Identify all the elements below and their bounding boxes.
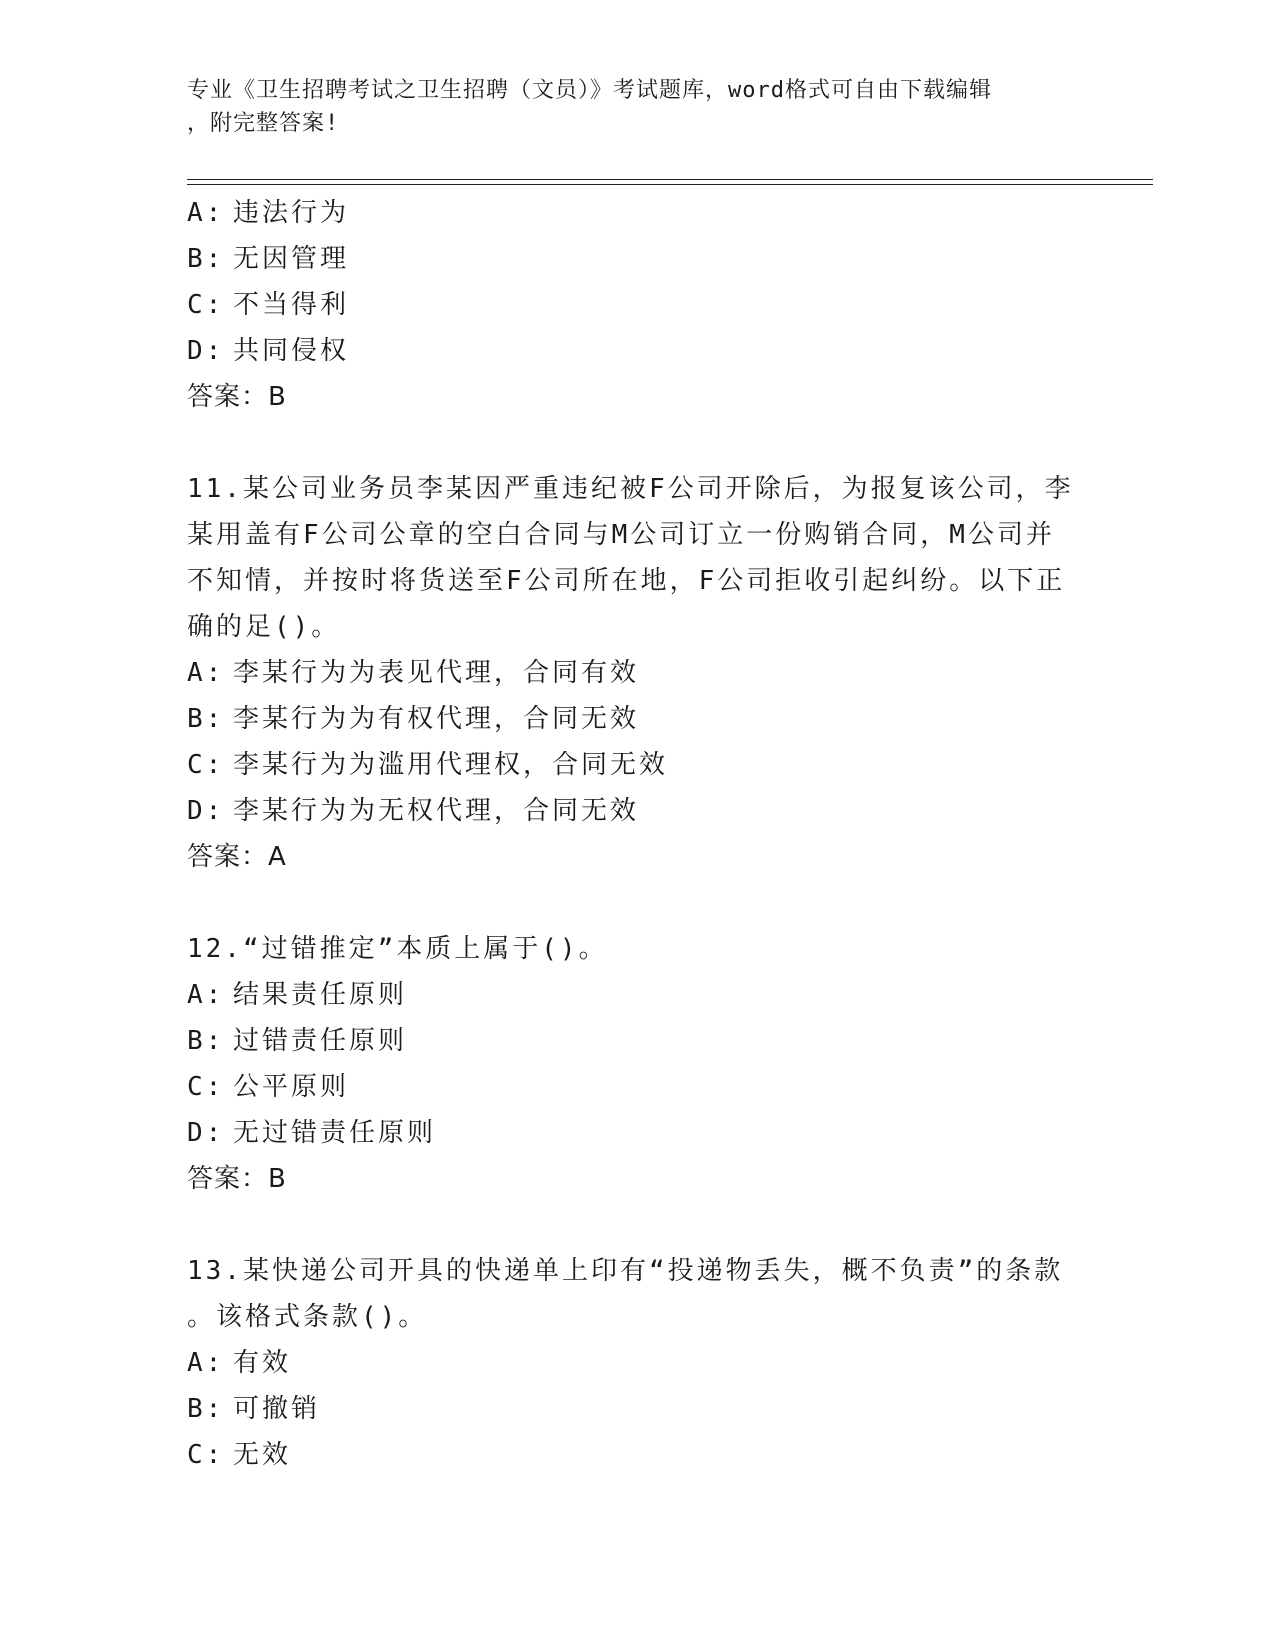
option-d: D: 无过错责任原则 [187, 1118, 437, 1148]
header-divider [187, 179, 1153, 180]
header-line: ，附完整答案! [187, 111, 340, 136]
header-divider [187, 184, 1153, 185]
option-b: B: 无因管理 [187, 244, 350, 274]
question-list [187, 190, 1087, 1478]
option-c: C: 不当得利 [187, 290, 350, 320]
option-b: B: 过错责任原则 [187, 1026, 408, 1056]
option-b: B: 可撤销 [187, 1394, 321, 1424]
question-13 [187, 1248, 1087, 1478]
question-stem: 11.某公司业务员李某因严重违纪被F公司开除后，为报复该公司，李 [187, 474, 1074, 504]
question-12 [187, 926, 1087, 1202]
option-d: D: 共同侵权 [187, 336, 350, 366]
question-stem: 不知情，并按时将货送至F公司所在地，F公司拒收引起纠纷。以下正 [187, 566, 1066, 596]
option-a: A: 违法行为 [187, 198, 350, 228]
option-c: C: 无效 [187, 1440, 292, 1470]
question-stem: 13.某快递公司开具的快递单上印有“投递物丢失，概不负责”的条款 [187, 1256, 1064, 1286]
question-stem: 确的足()。 [187, 612, 341, 642]
answer-line: 答案：B [187, 1164, 287, 1194]
option-c: C: 公平原则 [187, 1072, 350, 1102]
option-c: C: 李某行为为滥用代理权，合同无效 [187, 750, 669, 780]
answer-line: 答案：A [187, 842, 287, 872]
option-a: A: 结果责任原则 [187, 980, 408, 1010]
answer-line: 答案：B [187, 382, 287, 412]
question-10 [187, 190, 1087, 420]
question-stem: 某用盖有F公司公章的空白合同与M公司订立一份购销合同，M公司并 [187, 520, 1055, 550]
header-line: 专业《卫生招聘考试之卫生招聘（文员）》考试题库，word格式可自由下载编辑 [187, 78, 992, 103]
option-a: A: 李某行为为表见代理，合同有效 [187, 658, 640, 688]
option-d: D: 李某行为为无权代理，合同无效 [187, 796, 640, 826]
option-b: B: 李某行为为有权代理，合同无效 [187, 704, 640, 734]
question-stem: 12.“过错推定”本质上属于()。 [187, 934, 608, 964]
question-stem: 。该格式条款()。 [187, 1302, 428, 1332]
question-11 [187, 466, 1087, 880]
document-header [187, 74, 1067, 140]
option-a: A: 有效 [187, 1348, 292, 1378]
